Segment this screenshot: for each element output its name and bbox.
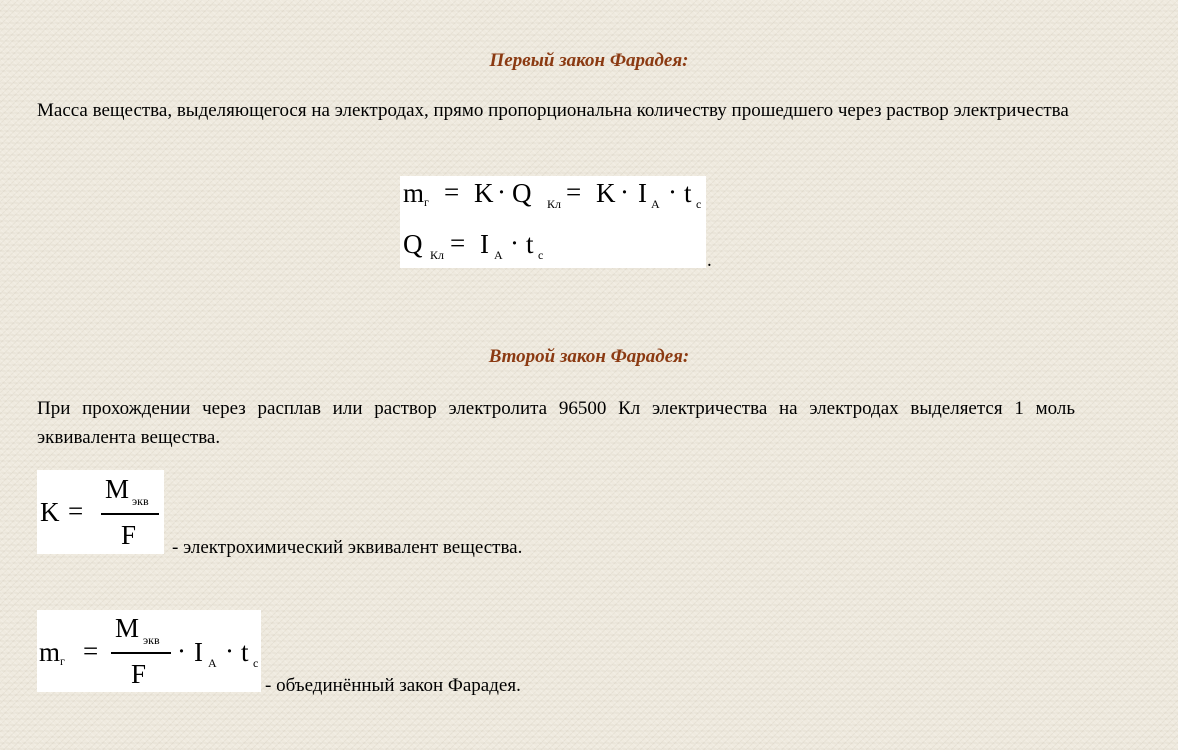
sym-k: K [40, 497, 60, 527]
sym-i: I [480, 229, 489, 259]
sym-eq: = [68, 496, 84, 526]
sub-kl: Кл [547, 197, 561, 211]
fraction-bar [111, 652, 171, 654]
sym-k: K [596, 178, 616, 208]
sym-q: Q [403, 229, 423, 259]
eq-k-caption: - электрохимический эквивалент вещества. [172, 537, 523, 558]
law2-title: Второй закон Фарадея: [488, 346, 690, 367]
sym-t: t [684, 178, 692, 208]
sym-dot: · [668, 177, 677, 207]
sym-eq: = [450, 228, 466, 258]
formula-electrochemical-equivalent [37, 470, 164, 554]
sym-t: t [241, 637, 249, 667]
sym-dot: · [177, 636, 186, 666]
sub-kl: Кл [430, 248, 444, 262]
sub-c: с [696, 197, 702, 211]
sym-dot: · [225, 636, 234, 666]
sym-i: I [194, 637, 203, 667]
sym-eq: = [444, 177, 460, 207]
sym-i: I [638, 178, 647, 208]
sym-m: m [39, 637, 61, 667]
law2-text: При прохождении через расплав или раствор электролита 96500 Кл электричества на электродах выделяется 1 моль эквивалента вещества. [37, 398, 1075, 448]
sub-ekv: экв [132, 494, 149, 508]
sub-c: с [253, 656, 259, 670]
sub-c: с [538, 248, 544, 262]
sym-m-molar: M [105, 474, 130, 504]
sub-g: г [424, 195, 429, 209]
sym-f: F [121, 520, 137, 550]
sub-ekv: экв [143, 633, 160, 647]
sym-m: m [403, 178, 425, 208]
sym-dot: · [620, 177, 629, 207]
sub-a: А [208, 656, 217, 670]
sym-m-molar: M [115, 613, 140, 643]
formula-first-law [400, 176, 706, 268]
sub-a: А [651, 197, 660, 211]
formula-combined-law [37, 610, 261, 692]
law1-title: Первый закон Фарадея: [489, 50, 689, 71]
sym-q: Q [512, 178, 532, 208]
sub-a: А [494, 248, 503, 262]
sym-dot: · [510, 228, 519, 258]
sym-t: t [526, 229, 534, 259]
sym-k: K [474, 178, 494, 208]
sub-g: г [60, 654, 65, 668]
sym-f: F [131, 659, 147, 689]
combined-law-caption: - объединённый закон Фарадея. [265, 675, 521, 696]
sym-eq: = [83, 636, 99, 666]
sym-dot: · [497, 177, 506, 207]
fraction-bar [101, 513, 159, 515]
sym-eq: = [566, 177, 582, 207]
law1-text: Масса вещества, выделяющегося на электродах, прямо пропорциональна количеству прошедшего через раствор электричества [37, 100, 1069, 121]
formula-trailing-dot: . [707, 250, 712, 271]
